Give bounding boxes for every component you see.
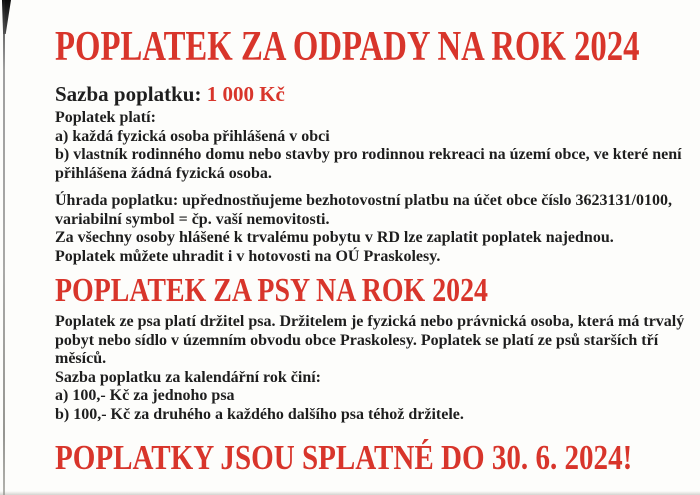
waste-fee-payer-a: a) každá fyzická osoba přihlášená v obci [55, 127, 330, 145]
dog-fee-intro-1: Poplatek ze psa platí držitel psa. Držitelem je fyzická nebo právnická osoba, která má trvalý [55, 313, 685, 330]
dog-fee-rate-b: b) 100,- Kč za druhého a každého dalšího psa téhož držitele. [55, 405, 464, 423]
scan-bottom-shadow [0, 491, 700, 495]
dog-fee-intro-2: pobyt nebo sídlo v územním obvodu obce Praskolesy. Poplatek se platí ze psů starších tří [55, 331, 659, 349]
waste-fee-rate-line [55, 81, 680, 107]
dog-fee-rate-heading: Sazba poplatku za kalendářní rok činí: [55, 368, 321, 386]
waste-fee-title: POPLATEK ZA ODPADY NA ROK 2024 [55, 24, 640, 70]
dog-fee-intro-3: měsíců. [55, 350, 107, 367]
waste-fee-payment-info-1: Úhrada poplatku: upřednostňujeme bezhotovostní platbu na účet obce číslo 3623131/0100, [55, 192, 672, 209]
waste-fee-payment-info-2: variabilní symbol = čp. vaší nemovitosti. [55, 210, 330, 228]
dog-fee-title: POPLATEK ZA PSY NA ROK 2024 [55, 272, 488, 309]
waste-fee-payers-heading: Poplatek platí: [55, 109, 156, 126]
waste-fee-payment-info-4: Poplatek můžete uhradit i v hotovosti na OÚ Praskolesy. [55, 247, 441, 265]
due-date-notice: POPLATKY JSOU SPLATNÉ DO 30. 6. 2024! [55, 438, 633, 477]
dog-fee-rate-a: a) 100,- Kč za jednoho psa [55, 387, 235, 404]
waste-fee-payment-info-3: Za všechny osoby hlášené k trvalému pobytu v RD lze zaplatit poplatek najednou. [55, 229, 614, 246]
waste-fee-rate-label: Sazba poplatku: [55, 82, 202, 106]
waste-fee-payer-b-cont: přihlášena žádná fyzická osoba. [55, 164, 272, 182]
waste-fee-rate-value: 1 000 Kč [206, 82, 285, 106]
waste-fee-payer-b: b) vlastník rodinného domu nebo stavby pro rodinnou rekreaci na území obce, ve které není [55, 146, 682, 163]
